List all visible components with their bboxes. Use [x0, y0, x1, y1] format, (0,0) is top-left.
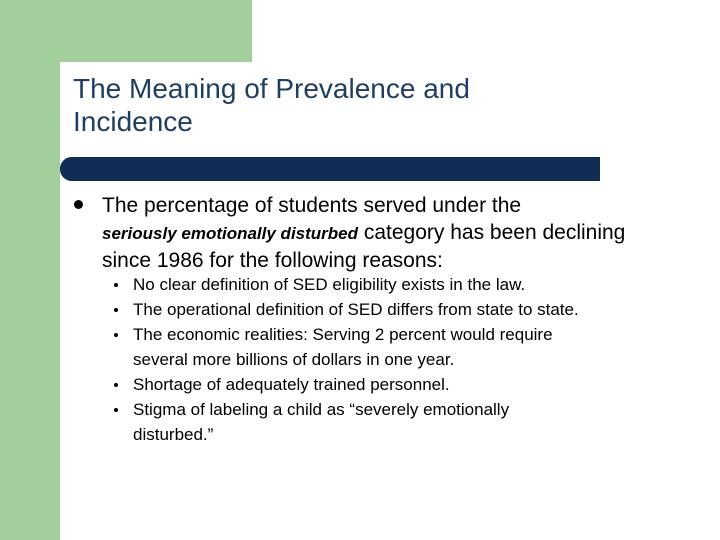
main-bullet-emphasis: seriously emotionally disturbed — [102, 224, 359, 243]
title-line-1: The Meaning of Prevalence and — [73, 73, 470, 104]
sub-bullet-dot-icon — [114, 308, 118, 312]
sub-bullet-text-cont: several more billions of dollars in one year. — [133, 350, 455, 369]
slide-title — [73, 72, 673, 138]
title-line-2: Incidence — [73, 106, 193, 137]
main-bullet-text — [102, 192, 642, 274]
sub-bullet-dot-icon — [114, 383, 118, 387]
sub-bullet-item — [113, 272, 673, 297]
sub-bullet-text: No clear definition of SED eligibility exists in the law. — [133, 275, 526, 294]
bullet-dot-icon — [74, 200, 83, 209]
sub-bullet-list — [113, 272, 673, 447]
sub-bullet-item — [113, 397, 673, 447]
sub-bullet-item — [113, 372, 673, 397]
left-accent-band — [0, 0, 60, 540]
sub-bullet-text: The economic realities: Serving 2 percent would require — [133, 325, 553, 344]
sub-bullet-item — [113, 297, 673, 322]
top-accent-band — [0, 0, 252, 62]
sub-bullet-text: The operational definition of SED differs from state to state. — [133, 300, 579, 319]
sub-bullet-text: Stigma of labeling a child as “severely emotionally — [133, 400, 510, 419]
sub-bullet-text-cont: disturbed.” — [133, 425, 214, 444]
title-divider-bar — [60, 157, 600, 181]
main-bullet-prefix: The percentage of students served under the — [102, 194, 522, 217]
sub-bullet-text: Shortage of adequately trained personnel. — [133, 375, 450, 394]
sub-bullet-dot-icon — [114, 333, 118, 337]
sub-bullet-dot-icon — [114, 408, 118, 412]
sub-bullet-dot-icon — [114, 283, 118, 287]
main-bullet-suffix: category has been declining since 1986 for the following reasons: — [102, 221, 626, 272]
sub-bullet-item — [113, 322, 673, 372]
